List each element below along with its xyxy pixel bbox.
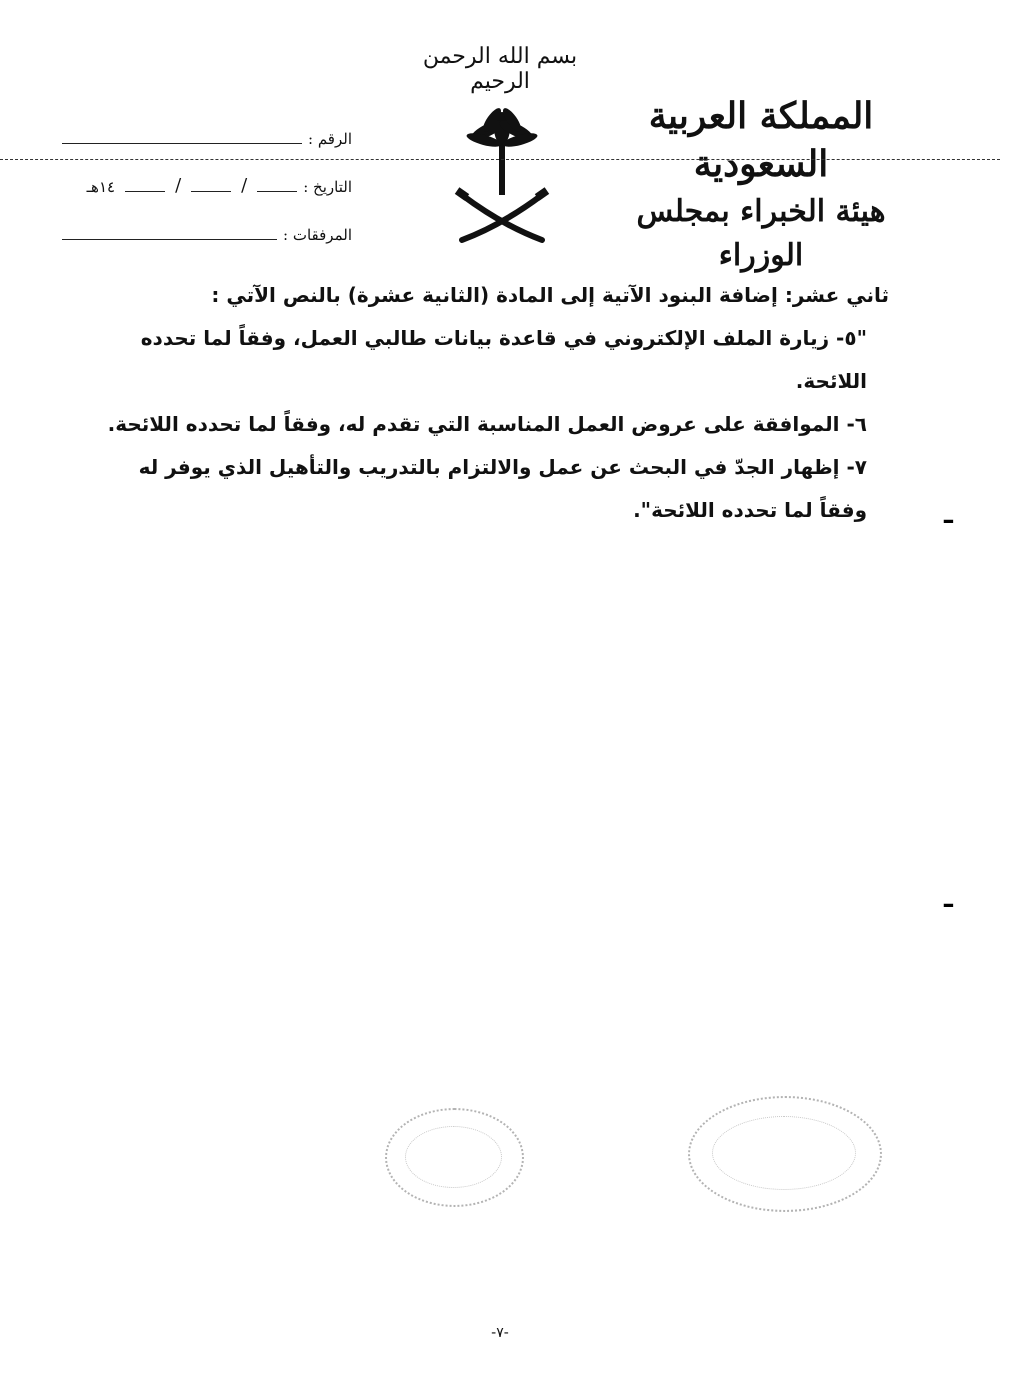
date-year-line <box>125 169 165 192</box>
page-number: -٧- <box>491 1325 509 1341</box>
attachments-label: المرفقات : <box>283 226 352 244</box>
stamp-inner-ring <box>405 1126 502 1188</box>
attachments-line <box>62 215 277 240</box>
date-parts <box>62 169 297 196</box>
stamp-inner-ring <box>712 1116 856 1190</box>
margin-mark: ـ <box>944 884 953 914</box>
attachments-field <box>62 196 352 244</box>
authority-name: هيئة الخبراء بمجلس الوزراء <box>636 194 886 273</box>
date-day-line <box>257 169 297 192</box>
date-separator: / <box>241 175 248 196</box>
date-separator: / <box>175 175 182 196</box>
margin-mark: ـ <box>944 500 953 530</box>
date-month-line <box>191 169 231 192</box>
number-label: الرقم : <box>308 130 352 148</box>
clause-item: ٦- الموافقة على عروض العمل المناسبة التي تقدم له، وفقاً لما تحدده اللائحة. <box>107 412 867 436</box>
saudi-emblem-icon <box>452 100 552 245</box>
document-body <box>89 274 889 532</box>
header-divider <box>0 159 1000 160</box>
clause-intro: ثاني عشر: إضافة البنود الآتية إلى المادة (الثانية عشرة) بالنص الآتي : <box>211 283 889 307</box>
number-line <box>62 119 302 144</box>
date-field <box>62 148 352 196</box>
reference-fields <box>62 100 352 244</box>
official-stamp <box>688 1096 882 1212</box>
kingdom-name: المملكة العربية السعودية <box>648 95 874 185</box>
clause-item: "٥- زيارة الملف الإلكتروني في قاعدة بيانات طالبي العمل، وفقاً لما تحدده اللائحة. <box>140 326 867 393</box>
basmala-heading: بسم الله الرحمن الرحيم <box>422 44 578 94</box>
official-stamp <box>385 1108 524 1207</box>
date-suffix: ١٤هـ <box>86 178 116 196</box>
number-field <box>62 100 352 148</box>
date-label: التاريخ : <box>303 178 352 196</box>
letterhead-title <box>596 92 926 278</box>
clause-item: ٧- إظهار الجدّ في البحث عن عمل والالتزام بالتدريب والتأهيل الذي يوفر له وفقاً لما تحدده اللائحة". <box>138 455 867 522</box>
